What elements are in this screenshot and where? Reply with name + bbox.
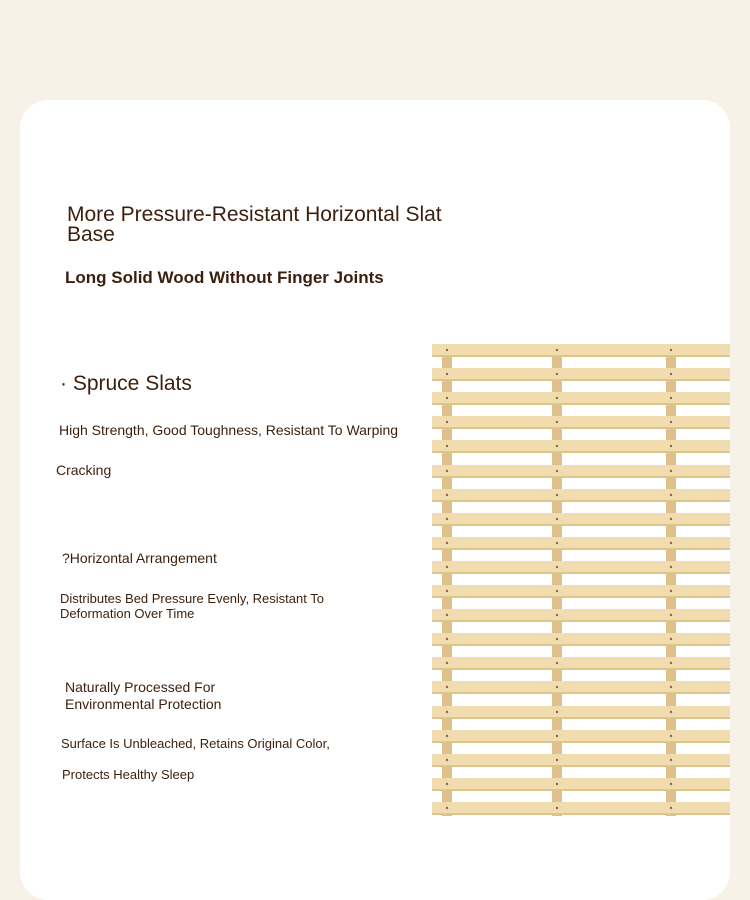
screw xyxy=(446,711,448,713)
screw xyxy=(670,590,672,592)
screw xyxy=(446,542,448,544)
support-rail xyxy=(666,344,676,816)
screw xyxy=(446,807,448,809)
page-title: More Pressure-Resistant Horizontal Slat Base xyxy=(67,203,442,246)
screw xyxy=(446,373,448,375)
screw xyxy=(556,686,558,688)
screw xyxy=(670,494,672,496)
slat-edge xyxy=(432,500,730,502)
slat-edge xyxy=(432,765,730,767)
screw xyxy=(556,494,558,496)
screw xyxy=(556,421,558,423)
slat-edge xyxy=(432,548,730,550)
horizontal-arrangement-text: Distributes Bed Pressure Evenly, Resistant To Deformation Over Time xyxy=(60,591,324,621)
slat-edge xyxy=(432,741,730,743)
slat-base-image xyxy=(432,344,730,816)
screw xyxy=(670,566,672,568)
screw xyxy=(446,614,448,616)
screw xyxy=(446,638,448,640)
screw xyxy=(556,518,558,520)
spruce-slats-text-continued: Cracking xyxy=(56,462,112,478)
screw xyxy=(556,662,558,664)
screw xyxy=(556,542,558,544)
screw xyxy=(670,783,672,785)
slat-edge xyxy=(432,620,730,622)
screw xyxy=(670,735,672,737)
screw xyxy=(446,445,448,447)
screw xyxy=(556,566,558,568)
slat-edge xyxy=(432,427,730,429)
slat-edge xyxy=(432,572,730,574)
screw xyxy=(670,518,672,520)
screw xyxy=(556,783,558,785)
screw xyxy=(670,542,672,544)
screw xyxy=(670,421,672,423)
natural-processing-heading: Naturally Processed For Environmental Protection xyxy=(65,679,222,712)
support-rail xyxy=(442,344,452,816)
screw xyxy=(556,735,558,737)
screw xyxy=(670,759,672,761)
screw xyxy=(556,397,558,399)
screw xyxy=(556,470,558,472)
screw xyxy=(446,518,448,520)
screw xyxy=(446,494,448,496)
support-rail xyxy=(552,344,562,816)
slat-edge xyxy=(432,789,730,791)
screw xyxy=(556,349,558,351)
slat-edge xyxy=(432,476,730,478)
screw xyxy=(670,638,672,640)
slat-edge xyxy=(432,451,730,453)
screw xyxy=(556,711,558,713)
slat-edge xyxy=(432,355,730,357)
natural-processing-text-continued: Protects Healthy Sleep xyxy=(62,767,195,782)
screw xyxy=(446,735,448,737)
screw xyxy=(556,445,558,447)
screw xyxy=(556,638,558,640)
slat-edge xyxy=(432,524,730,526)
screw xyxy=(446,662,448,664)
screw xyxy=(446,421,448,423)
screw xyxy=(556,614,558,616)
spruce-slats-heading: · Spruce Slats xyxy=(60,372,192,395)
slat-edge xyxy=(432,403,730,405)
slat-edge xyxy=(432,379,730,381)
screw xyxy=(670,373,672,375)
screw xyxy=(670,470,672,472)
slat-edge xyxy=(432,692,730,694)
screw xyxy=(670,711,672,713)
slat-edge xyxy=(432,813,730,815)
natural-processing-text: Surface Is Unbleached, Retains Original Color, xyxy=(61,736,330,751)
screw xyxy=(670,445,672,447)
page-subtitle: Long Solid Wood Without Finger Joints xyxy=(65,268,384,287)
horizontal-arrangement-heading: ?Horizontal Arrangement xyxy=(62,550,217,566)
screw xyxy=(556,807,558,809)
screw xyxy=(556,590,558,592)
screw xyxy=(670,349,672,351)
screw xyxy=(446,783,448,785)
screw xyxy=(670,662,672,664)
screw xyxy=(670,614,672,616)
spruce-slats-text: High Strength, Good Toughness, Resistant To Warping xyxy=(59,422,399,438)
slat-edge xyxy=(432,668,730,670)
screw xyxy=(556,759,558,761)
screw xyxy=(446,349,448,351)
screw xyxy=(446,686,448,688)
screw xyxy=(556,373,558,375)
slat-edge xyxy=(432,717,730,719)
screw xyxy=(446,470,448,472)
screw xyxy=(446,397,448,399)
screw xyxy=(670,807,672,809)
screw xyxy=(446,590,448,592)
screw xyxy=(446,759,448,761)
screw xyxy=(670,397,672,399)
screw xyxy=(670,686,672,688)
slat-base-illustration xyxy=(432,344,730,816)
slat-edge xyxy=(432,644,730,646)
screw xyxy=(446,566,448,568)
slat-edge xyxy=(432,596,730,598)
